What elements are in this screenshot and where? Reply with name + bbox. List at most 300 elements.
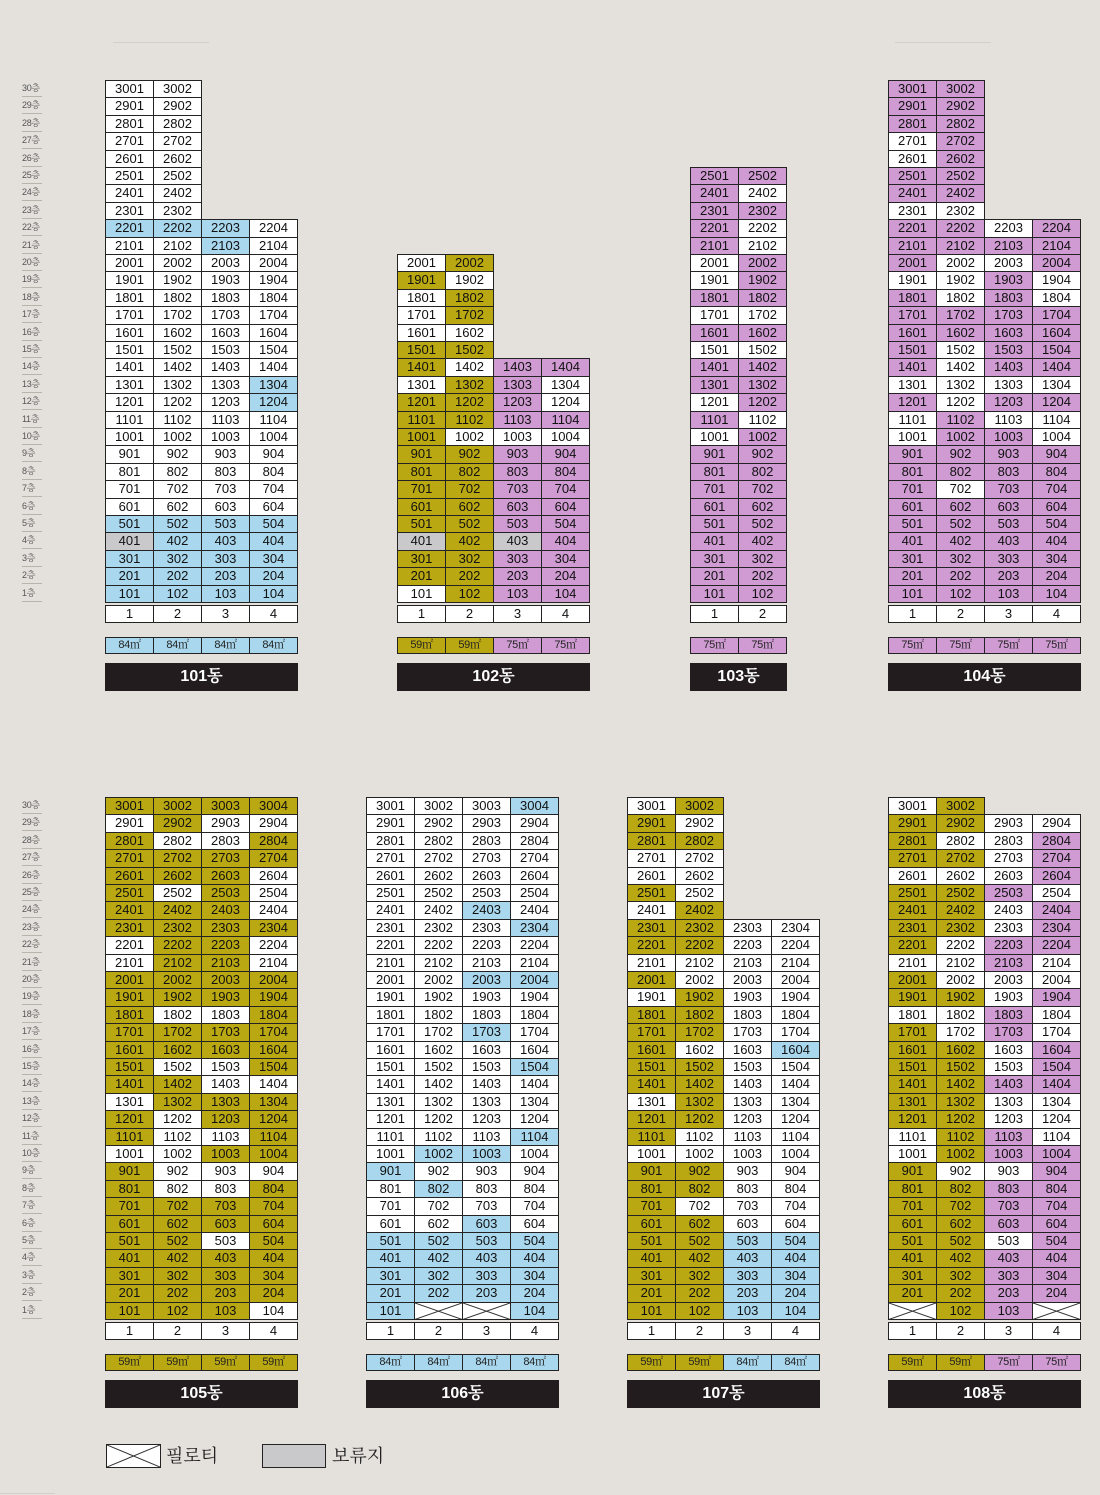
unit-cell[interactable]: 2802: [153, 115, 202, 133]
unit-cell[interactable]: 1902: [936, 271, 985, 289]
unit-cell[interactable]: 1201: [105, 393, 154, 411]
unit-cell[interactable]: 301: [397, 550, 446, 568]
unit-cell[interactable]: 202: [445, 567, 494, 585]
unit-cell[interactable]: 1501: [105, 341, 154, 359]
unit-cell[interactable]: 104: [510, 1302, 559, 1320]
unit-cell[interactable]: 1004: [249, 428, 298, 446]
unit-cell[interactable]: 601: [627, 1215, 676, 1233]
unit-cell[interactable]: 901: [105, 445, 154, 463]
unit-cell[interactable]: 404: [771, 1249, 820, 1267]
unit-cell[interactable]: 1502: [675, 1058, 724, 1076]
unit-cell[interactable]: 1801: [627, 1006, 676, 1024]
unit-cell[interactable]: 704: [1032, 480, 1081, 498]
unit-cell[interactable]: 2301: [627, 919, 676, 937]
unit-cell[interactable]: 1001: [888, 428, 937, 446]
unit-cell[interactable]: 2501: [888, 884, 937, 902]
unit-cell[interactable]: 803: [984, 463, 1033, 481]
unit-cell[interactable]: 304: [771, 1267, 820, 1285]
unit-cell[interactable]: 701: [105, 1197, 154, 1215]
unit-cell[interactable]: 401: [690, 532, 739, 550]
unit-cell[interactable]: 3002: [153, 80, 202, 98]
unit-cell[interactable]: 202: [675, 1284, 724, 1302]
unit-cell[interactable]: 1302: [153, 376, 202, 394]
unit-cell[interactable]: 1103: [201, 1128, 250, 1146]
unit-cell[interactable]: 204: [249, 567, 298, 585]
unit-cell[interactable]: 503: [984, 1232, 1033, 1250]
unit-cell[interactable]: 1304: [510, 1093, 559, 1111]
unit-cell[interactable]: 102: [675, 1302, 724, 1320]
unit-cell[interactable]: 1504: [1032, 1058, 1081, 1076]
unit-cell[interactable]: 703: [201, 1197, 250, 1215]
unit-cell[interactable]: 1001: [397, 428, 446, 446]
unit-cell[interactable]: 2201: [105, 219, 154, 237]
unit-cell[interactable]: 1604: [1032, 324, 1081, 342]
unit-cell[interactable]: 1904: [1032, 271, 1081, 289]
unit-cell[interactable]: 202: [936, 1284, 985, 1302]
unit-cell[interactable]: 2401: [888, 901, 937, 919]
unit-cell[interactable]: 1701: [105, 306, 154, 324]
unit-cell[interactable]: 302: [936, 550, 985, 568]
unit-cell[interactable]: 2204: [249, 219, 298, 237]
unit-cell[interactable]: 2202: [738, 219, 787, 237]
unit-cell[interactable]: 1802: [936, 1006, 985, 1024]
unit-cell[interactable]: 302: [153, 1267, 202, 1285]
unit-cell[interactable]: 303: [462, 1267, 511, 1285]
unit-cell[interactable]: 1304: [1032, 376, 1081, 394]
unit-cell[interactable]: 103: [201, 1302, 250, 1320]
unit-cell[interactable]: 2703: [984, 849, 1033, 867]
unit-cell[interactable]: 1103: [984, 1128, 1033, 1146]
unit-cell[interactable]: 502: [738, 515, 787, 533]
unit-cell[interactable]: 102: [936, 1302, 985, 1320]
unit-cell[interactable]: 3001: [105, 80, 154, 98]
unit-cell[interactable]: 1804: [510, 1006, 559, 1024]
unit-cell[interactable]: 1103: [984, 411, 1033, 429]
unit-cell[interactable]: 2001: [690, 254, 739, 272]
unit-cell[interactable]: 2101: [888, 954, 937, 972]
unit-cell[interactable]: 202: [414, 1284, 463, 1302]
unit-cell[interactable]: 2801: [888, 115, 937, 133]
unit-cell[interactable]: 1801: [105, 1006, 154, 1024]
unit-cell[interactable]: 502: [445, 515, 494, 533]
unit-cell[interactable]: 101: [690, 585, 739, 603]
unit-cell[interactable]: 303: [493, 550, 542, 568]
unit-cell[interactable]: 1603: [201, 324, 250, 342]
unit-cell[interactable]: 2101: [105, 954, 154, 972]
unit-cell[interactable]: 1804: [249, 1006, 298, 1024]
unit-cell[interactable]: 1501: [366, 1058, 415, 1076]
unit-cell[interactable]: 2602: [936, 150, 985, 168]
unit-cell[interactable]: 2404: [1032, 901, 1081, 919]
unit-cell[interactable]: 2701: [888, 132, 937, 150]
unit-cell[interactable]: 601: [888, 1215, 937, 1233]
unit-cell[interactable]: 2704: [1032, 849, 1081, 867]
unit-cell[interactable]: 1903: [984, 271, 1033, 289]
unit-cell[interactable]: 2402: [153, 184, 202, 202]
unit-cell[interactable]: 204: [771, 1284, 820, 1302]
unit-cell[interactable]: 504: [249, 515, 298, 533]
unit-cell[interactable]: 2004: [1032, 254, 1081, 272]
unit-cell[interactable]: 2202: [153, 219, 202, 237]
unit-cell[interactable]: 904: [541, 445, 590, 463]
unit-cell[interactable]: 404: [249, 532, 298, 550]
unit-cell[interactable]: 1503: [723, 1058, 772, 1076]
unit-cell[interactable]: 302: [675, 1267, 724, 1285]
unit-cell[interactable]: 1803: [201, 1006, 250, 1024]
unit-cell[interactable]: 702: [445, 480, 494, 498]
unit-cell[interactable]: 1202: [936, 1110, 985, 1128]
unit-cell[interactable]: 303: [723, 1267, 772, 1285]
unit-cell[interactable]: 1004: [1032, 428, 1081, 446]
unit-cell[interactable]: 302: [445, 550, 494, 568]
unit-cell[interactable]: 701: [366, 1197, 415, 1215]
unit-cell[interactable]: 401: [397, 532, 446, 550]
unit-cell[interactable]: 1901: [690, 271, 739, 289]
unit-cell[interactable]: 702: [936, 1197, 985, 1215]
unit-cell[interactable]: 1903: [462, 988, 511, 1006]
unit-cell[interactable]: 1302: [414, 1093, 463, 1111]
unit-cell[interactable]: 1203: [201, 1110, 250, 1128]
unit-cell[interactable]: 1004: [510, 1145, 559, 1163]
unit-cell[interactable]: 1402: [153, 358, 202, 376]
unit-cell[interactable]: 2504: [1032, 884, 1081, 902]
unit-cell[interactable]: 2204: [249, 936, 298, 954]
unit-cell[interactable]: 2204: [510, 936, 559, 954]
unit-cell[interactable]: 1001: [105, 1145, 154, 1163]
unit-cell[interactable]: 2002: [936, 971, 985, 989]
unit-cell[interactable]: 501: [888, 1232, 937, 1250]
unit-cell[interactable]: 101: [366, 1302, 415, 1320]
unit-cell[interactable]: 2001: [397, 254, 446, 272]
unit-cell[interactable]: 503: [462, 1232, 511, 1250]
unit-cell[interactable]: 1304: [249, 1093, 298, 1111]
unit-cell[interactable]: 1501: [690, 341, 739, 359]
unit-cell[interactable]: 1503: [984, 1058, 1033, 1076]
unit-cell[interactable]: 2102: [936, 237, 985, 255]
unit-cell[interactable]: 2303: [201, 919, 250, 937]
unit-cell[interactable]: 2103: [984, 954, 1033, 972]
unit-cell[interactable]: 102: [936, 585, 985, 603]
unit-cell[interactable]: 2804: [510, 832, 559, 850]
unit-cell[interactable]: 1803: [984, 1006, 1033, 1024]
unit-cell[interactable]: 1602: [936, 1041, 985, 1059]
unit-cell[interactable]: 2701: [105, 132, 154, 150]
unit-cell[interactable]: 804: [249, 463, 298, 481]
unit-cell[interactable]: 2201: [105, 936, 154, 954]
unit-cell[interactable]: 2203: [201, 936, 250, 954]
unit-cell[interactable]: 1701: [105, 1023, 154, 1041]
unit-cell[interactable]: 1403: [984, 358, 1033, 376]
unit-cell[interactable]: 402: [738, 532, 787, 550]
unit-cell[interactable]: 202: [153, 1284, 202, 1302]
unit-cell[interactable]: 2002: [414, 971, 463, 989]
unit-cell[interactable]: 1802: [675, 1006, 724, 1024]
unit-cell[interactable]: 1103: [723, 1128, 772, 1146]
unit-cell[interactable]: 1404: [510, 1075, 559, 1093]
unit-cell[interactable]: 2102: [675, 954, 724, 972]
unit-cell[interactable]: 803: [201, 1180, 250, 1198]
unit-cell[interactable]: 504: [541, 515, 590, 533]
unit-cell[interactable]: 1401: [105, 358, 154, 376]
unit-cell[interactable]: 103: [984, 1302, 1033, 1320]
unit-cell[interactable]: 1504: [1032, 341, 1081, 359]
unit-cell[interactable]: 3001: [366, 797, 415, 815]
unit-cell[interactable]: 3003: [462, 797, 511, 815]
unit-cell[interactable]: 2104: [249, 237, 298, 255]
unit-cell[interactable]: 2202: [936, 219, 985, 237]
unit-cell[interactable]: 1301: [690, 376, 739, 394]
unit-cell[interactable]: 603: [201, 498, 250, 516]
unit-cell[interactable]: 901: [888, 445, 937, 463]
unit-cell[interactable]: 604: [249, 498, 298, 516]
unit-cell[interactable]: 2302: [738, 202, 787, 220]
unit-cell[interactable]: 1503: [462, 1058, 511, 1076]
unit-cell[interactable]: 403: [984, 1249, 1033, 1267]
unit-cell[interactable]: 2902: [153, 97, 202, 115]
unit-cell[interactable]: 2103: [462, 954, 511, 972]
unit-cell[interactable]: 301: [366, 1267, 415, 1285]
unit-cell[interactable]: 801: [366, 1180, 415, 1198]
unit-cell[interactable]: 2103: [201, 237, 250, 255]
unit-cell[interactable]: 2701: [105, 849, 154, 867]
unit-cell[interactable]: 1202: [445, 393, 494, 411]
unit-cell[interactable]: 2502: [675, 884, 724, 902]
unit-cell[interactable]: 1701: [627, 1023, 676, 1041]
unit-cell[interactable]: 2104: [771, 954, 820, 972]
unit-cell[interactable]: 1602: [153, 324, 202, 342]
unit-cell[interactable]: 1703: [984, 306, 1033, 324]
unit-cell[interactable]: 1603: [984, 1041, 1033, 1059]
unit-cell[interactable]: 1603: [723, 1041, 772, 1059]
unit-cell[interactable]: 2902: [675, 814, 724, 832]
unit-cell[interactable]: 1801: [397, 289, 446, 307]
unit-cell[interactable]: 2401: [105, 901, 154, 919]
unit-cell[interactable]: 1002: [936, 428, 985, 446]
unit-cell[interactable]: 1601: [105, 324, 154, 342]
unit-cell[interactable]: 1704: [510, 1023, 559, 1041]
unit-cell[interactable]: 2402: [675, 901, 724, 919]
unit-cell[interactable]: 2602: [414, 867, 463, 885]
unit-cell[interactable]: 1202: [936, 393, 985, 411]
unit-cell[interactable]: 2101: [690, 237, 739, 255]
unit-cell[interactable]: 902: [414, 1162, 463, 1180]
unit-cell[interactable]: 404: [1032, 532, 1081, 550]
unit-cell[interactable]: 1703: [201, 306, 250, 324]
unit-cell[interactable]: 402: [153, 1249, 202, 1267]
unit-cell[interactable]: 402: [936, 532, 985, 550]
unit-cell[interactable]: 1101: [397, 411, 446, 429]
unit-cell[interactable]: 2602: [153, 867, 202, 885]
unit-cell[interactable]: 1802: [738, 289, 787, 307]
unit-cell[interactable]: 1901: [888, 271, 937, 289]
unit-cell[interactable]: 2102: [153, 954, 202, 972]
unit-cell[interactable]: 701: [888, 480, 937, 498]
unit-cell[interactable]: 3001: [105, 797, 154, 815]
unit-cell[interactable]: 1301: [105, 1093, 154, 1111]
unit-cell[interactable]: 1402: [675, 1075, 724, 1093]
unit-cell[interactable]: 1704: [249, 1023, 298, 1041]
unit-cell[interactable]: 902: [445, 445, 494, 463]
unit-cell[interactable]: 1601: [888, 324, 937, 342]
unit-cell[interactable]: 1401: [397, 358, 446, 376]
unit-cell[interactable]: 2001: [366, 971, 415, 989]
unit-cell[interactable]: 801: [690, 463, 739, 481]
unit-cell[interactable]: 1501: [627, 1058, 676, 1076]
unit-cell[interactable]: 2303: [984, 919, 1033, 937]
unit-cell[interactable]: 1201: [888, 393, 937, 411]
unit-cell[interactable]: 1204: [510, 1110, 559, 1128]
unit-cell[interactable]: 804: [771, 1180, 820, 1198]
unit-cell[interactable]: 1504: [249, 341, 298, 359]
unit-cell[interactable]: 1602: [153, 1041, 202, 1059]
unit-cell[interactable]: 1104: [541, 411, 590, 429]
unit-cell[interactable]: 2602: [153, 150, 202, 168]
unit-cell[interactable]: 1303: [723, 1093, 772, 1111]
unit-cell[interactable]: 904: [1032, 1162, 1081, 1180]
unit-cell[interactable]: 1003: [984, 428, 1033, 446]
unit-cell[interactable]: 1301: [397, 376, 446, 394]
unit-cell[interactable]: 902: [936, 1162, 985, 1180]
unit-cell[interactable]: 2801: [105, 832, 154, 850]
unit-cell[interactable]: 1104: [249, 1128, 298, 1146]
unit-cell[interactable]: 102: [153, 1302, 202, 1320]
unit-cell[interactable]: 2902: [936, 814, 985, 832]
unit-cell[interactable]: 2204: [1032, 219, 1081, 237]
unit-cell[interactable]: 2203: [462, 936, 511, 954]
unit-cell[interactable]: 1403: [984, 1075, 1033, 1093]
unit-cell[interactable]: 2601: [888, 867, 937, 885]
unit-cell[interactable]: 502: [936, 1232, 985, 1250]
unit-cell[interactable]: 1704: [249, 306, 298, 324]
unit-cell[interactable]: 2002: [936, 254, 985, 272]
unit-cell[interactable]: 2301: [690, 202, 739, 220]
unit-cell[interactable]: 503: [723, 1232, 772, 1250]
unit-cell[interactable]: 2803: [984, 832, 1033, 850]
unit-cell[interactable]: 1102: [738, 411, 787, 429]
unit-cell[interactable]: 2102: [153, 237, 202, 255]
unit-cell[interactable]: 901: [888, 1162, 937, 1180]
unit-cell[interactable]: 601: [690, 498, 739, 516]
unit-cell[interactable]: 1602: [936, 324, 985, 342]
unit-cell[interactable]: 204: [249, 1284, 298, 1302]
unit-cell[interactable]: 1503: [984, 341, 1033, 359]
unit-cell[interactable]: 204: [541, 567, 590, 585]
unit-cell[interactable]: 504: [1032, 1232, 1081, 1250]
unit-cell[interactable]: 1601: [888, 1041, 937, 1059]
unit-cell[interactable]: 402: [936, 1249, 985, 1267]
unit-cell[interactable]: 1802: [414, 1006, 463, 1024]
unit-cell[interactable]: 801: [397, 463, 446, 481]
unit-cell[interactable]: 503: [201, 1232, 250, 1250]
unit-cell[interactable]: 2101: [627, 954, 676, 972]
unit-cell[interactable]: 1902: [738, 271, 787, 289]
unit-cell[interactable]: 2201: [888, 936, 937, 954]
unit-cell[interactable]: 201: [690, 567, 739, 585]
unit-cell[interactable]: 2002: [153, 254, 202, 272]
unit-cell[interactable]: 2901: [627, 814, 676, 832]
unit-cell[interactable]: 2002: [153, 971, 202, 989]
unit-cell[interactable]: 403: [984, 532, 1033, 550]
unit-cell[interactable]: 201: [397, 567, 446, 585]
unit-cell[interactable]: 2503: [984, 884, 1033, 902]
unit-cell[interactable]: 704: [771, 1197, 820, 1215]
unit-cell[interactable]: 401: [366, 1249, 415, 1267]
unit-cell[interactable]: 1001: [105, 428, 154, 446]
unit-cell[interactable]: 1303: [201, 1093, 250, 1111]
unit-cell[interactable]: 202: [738, 567, 787, 585]
unit-cell[interactable]: 1003: [201, 428, 250, 446]
unit-cell[interactable]: 1501: [888, 1058, 937, 1076]
unit-cell[interactable]: 1304: [249, 376, 298, 394]
unit-cell[interactable]: 2302: [153, 919, 202, 937]
unit-cell[interactable]: 1203: [984, 393, 1033, 411]
unit-cell[interactable]: 104: [249, 585, 298, 603]
unit-cell[interactable]: 901: [690, 445, 739, 463]
unit-cell[interactable]: 801: [105, 1180, 154, 1198]
unit-cell[interactable]: 1701: [888, 1023, 937, 1041]
unit-cell[interactable]: 1302: [936, 1093, 985, 1111]
unit-cell[interactable]: 2604: [1032, 867, 1081, 885]
unit-cell[interactable]: 204: [1032, 567, 1081, 585]
unit-cell[interactable]: 1602: [445, 324, 494, 342]
unit-cell[interactable]: 2001: [627, 971, 676, 989]
unit-cell[interactable]: 2004: [249, 971, 298, 989]
unit-cell[interactable]: 103: [984, 585, 1033, 603]
unit-cell[interactable]: 903: [493, 445, 542, 463]
unit-cell[interactable]: 101: [105, 585, 154, 603]
unit-cell[interactable]: 304: [541, 550, 590, 568]
unit-cell[interactable]: 1002: [738, 428, 787, 446]
unit-cell[interactable]: 2202: [153, 936, 202, 954]
unit-cell[interactable]: 1403: [462, 1075, 511, 1093]
unit-cell[interactable]: 1603: [462, 1041, 511, 1059]
unit-cell[interactable]: 1902: [153, 988, 202, 1006]
unit-cell[interactable]: 503: [201, 515, 250, 533]
unit-cell[interactable]: 1801: [105, 289, 154, 307]
unit-cell[interactable]: 2703: [462, 849, 511, 867]
unit-cell[interactable]: 1701: [366, 1023, 415, 1041]
unit-cell[interactable]: 304: [249, 550, 298, 568]
unit-cell[interactable]: 2503: [201, 884, 250, 902]
unit-cell[interactable]: 1302: [675, 1093, 724, 1111]
unit-cell[interactable]: 1803: [984, 289, 1033, 307]
unit-cell[interactable]: 203: [462, 1284, 511, 1302]
unit-cell[interactable]: 302: [414, 1267, 463, 1285]
unit-cell[interactable]: 1104: [771, 1128, 820, 1146]
unit-cell[interactable]: 604: [249, 1215, 298, 1233]
unit-cell[interactable]: 1601: [105, 1041, 154, 1059]
unit-cell[interactable]: 802: [153, 463, 202, 481]
unit-cell[interactable]: 2701: [888, 849, 937, 867]
unit-cell[interactable]: 603: [201, 1215, 250, 1233]
unit-cell[interactable]: 1202: [414, 1110, 463, 1128]
unit-cell[interactable]: 703: [462, 1197, 511, 1215]
unit-cell[interactable]: 702: [153, 1197, 202, 1215]
unit-cell[interactable]: 1704: [1032, 306, 1081, 324]
unit-cell[interactable]: 104: [771, 1302, 820, 1320]
unit-cell[interactable]: 202: [153, 567, 202, 585]
unit-cell[interactable]: 1102: [153, 1128, 202, 1146]
unit-cell[interactable]: 902: [153, 1162, 202, 1180]
unit-cell[interactable]: 2003: [984, 254, 1033, 272]
unit-cell[interactable]: 2003: [201, 971, 250, 989]
unit-cell[interactable]: 2702: [675, 849, 724, 867]
unit-cell[interactable]: 1301: [105, 376, 154, 394]
unit-cell[interactable]: 1902: [675, 988, 724, 1006]
unit-cell[interactable]: 1204: [541, 393, 590, 411]
unit-cell[interactable]: 1402: [936, 1075, 985, 1093]
unit-cell[interactable]: 802: [153, 1180, 202, 1198]
